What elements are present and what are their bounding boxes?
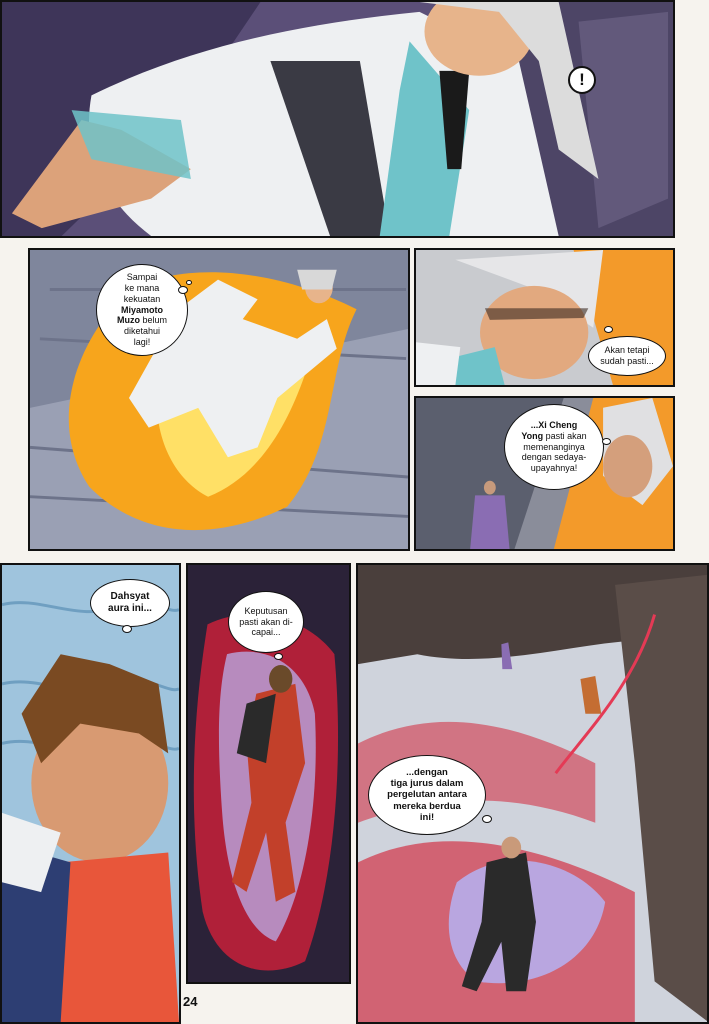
panel-1-artwork <box>2 2 673 236</box>
page-number: 24 <box>183 994 198 1009</box>
exclamation-bubble: ! <box>568 66 596 94</box>
thought-tail <box>274 653 283 660</box>
panel-5-artwork <box>2 565 179 1022</box>
panel-3-angry-closeup <box>414 248 675 387</box>
speech-bubble-miyamoto: Sampai ke mana kekuatan Miyamoto Muzo belum diketahui lagi! <box>96 264 188 356</box>
thought-tail <box>602 438 611 445</box>
speech-bubble-dahsyat: Dahsyat aura ini... <box>90 579 170 627</box>
panel-5-brown-haired-youth <box>0 563 181 1024</box>
panel-2-artwork <box>30 250 408 549</box>
thought-tail <box>482 815 492 823</box>
thought-tail <box>122 625 132 633</box>
thought-tail <box>178 286 188 294</box>
speech-bubble-keputusan: Keputusan pasti akan di- capai... <box>228 591 304 653</box>
thought-tail <box>186 280 192 285</box>
panel-6-red-fighter <box>186 563 351 984</box>
thought-tail <box>604 326 613 333</box>
speech-bubble-akan-tetapi: Akan tetapi sudah pasti... <box>588 336 666 376</box>
panel-2-fire-leap <box>28 248 410 551</box>
speech-bubble-xi-cheng-yong: ...Xi Cheng Yong pasti akan memenanginya dengan sedaya- upayahnya! <box>504 404 604 490</box>
panel-1-silver-haired-man <box>0 0 675 238</box>
panel-7-two-fighters <box>356 563 709 1024</box>
speech-bubble-dengan-tiga-jurus: ...dengan tiga jurus dalam pergelutan antara mereka berdua ini! <box>368 755 486 835</box>
panel-4-distant-figure <box>414 396 675 551</box>
